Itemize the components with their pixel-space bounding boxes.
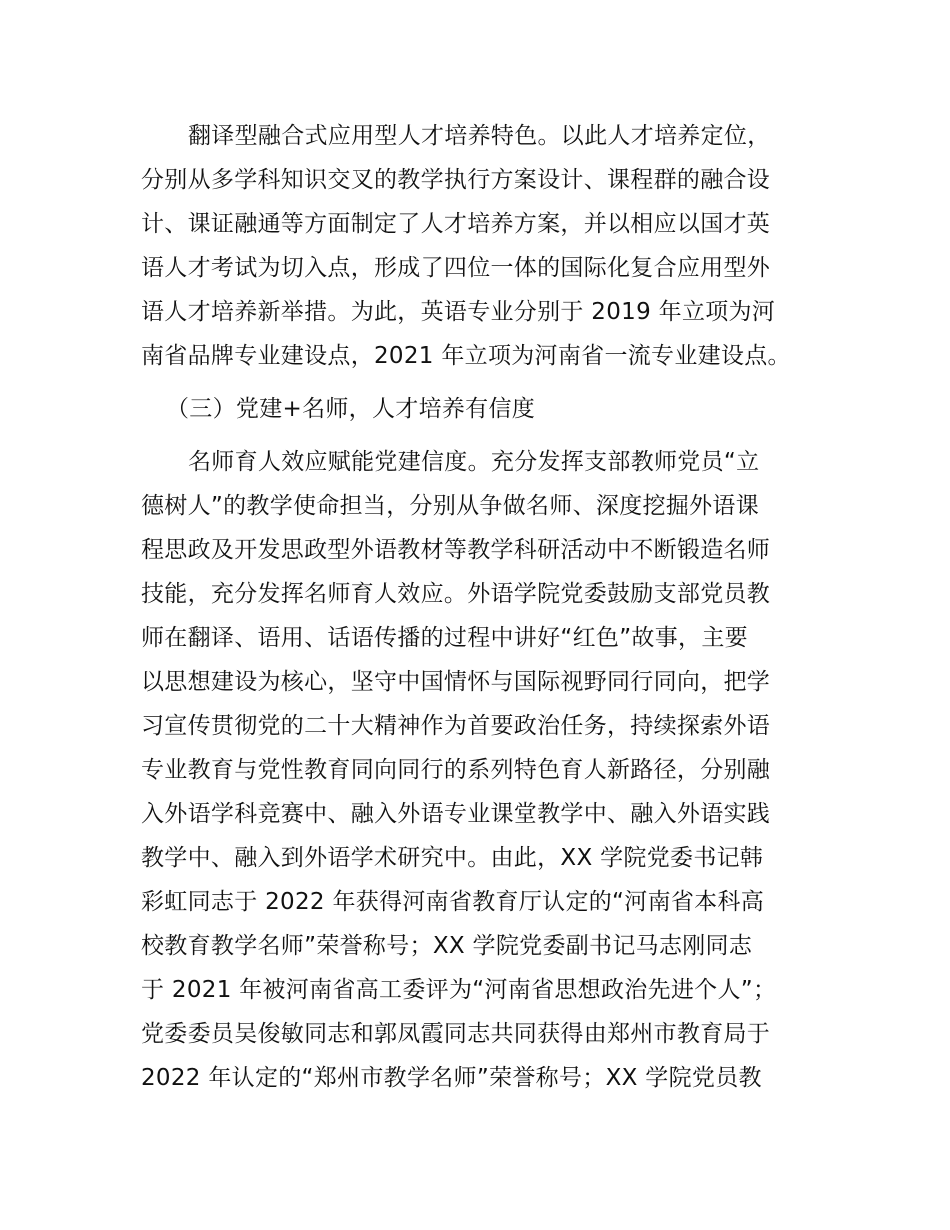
paragraph-line: 专业教育与党性教育同向同行的系列特色育人新路径，分别融	[141, 757, 771, 783]
paragraph-line: 入外语学科竞赛中、融入外语专业课堂教学中、融入外语实践	[141, 801, 771, 827]
paragraph-line: 教学中、融入到外语学术研究中。由此，XX 学院党委书记韩	[141, 845, 764, 871]
paragraph-line: 党委委员吴俊敏同志和郭凤霞同志共同获得由郑州市教育局于	[141, 1021, 771, 1047]
paragraph-line: 彩虹同志于 2022 年获得河南省教育厅认定的“河南省本科高	[141, 889, 765, 915]
paragraph-line: 名师育人效应赋能党建信度。充分发挥支部教师党员“立	[188, 449, 760, 475]
paragraph-line: 德树人”的教学使命担当，分别从争做名师、深度挖掘外语课	[141, 493, 760, 519]
paragraph-line: 南省品牌专业建设点，2021 年立项为河南省一流专业建设点。	[141, 343, 791, 369]
paragraph-line: 语人才考试为切入点，形成了四位一体的国际化复合应用型外	[141, 255, 771, 281]
paragraph-line: 以思想建设为核心，坚守中国情怀与国际视野同行同向，把学	[141, 669, 771, 695]
paragraph-line: 计、课证融通等方面制定了人才培养方案，并以相应以国才英	[141, 211, 771, 237]
section-heading: （三）党建+名师，人才培养有信度	[166, 396, 536, 422]
paragraph-line: 2022 年认定的“郑州市教学名师”荣誉称号；XX 学院党员教	[141, 1065, 762, 1091]
paragraph-line: 于 2021 年被河南省高工委评为“河南省思想政治先进个人”；	[141, 977, 777, 1003]
paragraph-line: 技能，充分发挥名师育人效应。外语学院党委鼓励支部党员教	[141, 581, 771, 607]
paragraph-line: 分别从多学科知识交叉的教学执行方案设计、课程群的融合设	[141, 167, 771, 193]
paragraph-line: 程思政及开发思政型外语教材等教学科研活动中不断锻造名师	[141, 537, 771, 563]
paragraph-line: 语人才培养新举措。为此，英语专业分别于 2019 年立项为河	[141, 299, 776, 325]
paragraph-line: 习宣传贯彻党的二十大精神作为首要政治任务，持续探索外语	[141, 713, 771, 739]
paragraph-line: 校教育教学名师”荣誉称号；XX 学院党委副书记马志刚同志	[141, 933, 753, 959]
paragraph-line: 师在翻译、语用、话语传播的过程中讲好“红色”故事，主要	[141, 625, 748, 651]
paragraph-line: 翻译型融合式应用型人才培养特色。以此人才培养定位，	[188, 123, 771, 149]
